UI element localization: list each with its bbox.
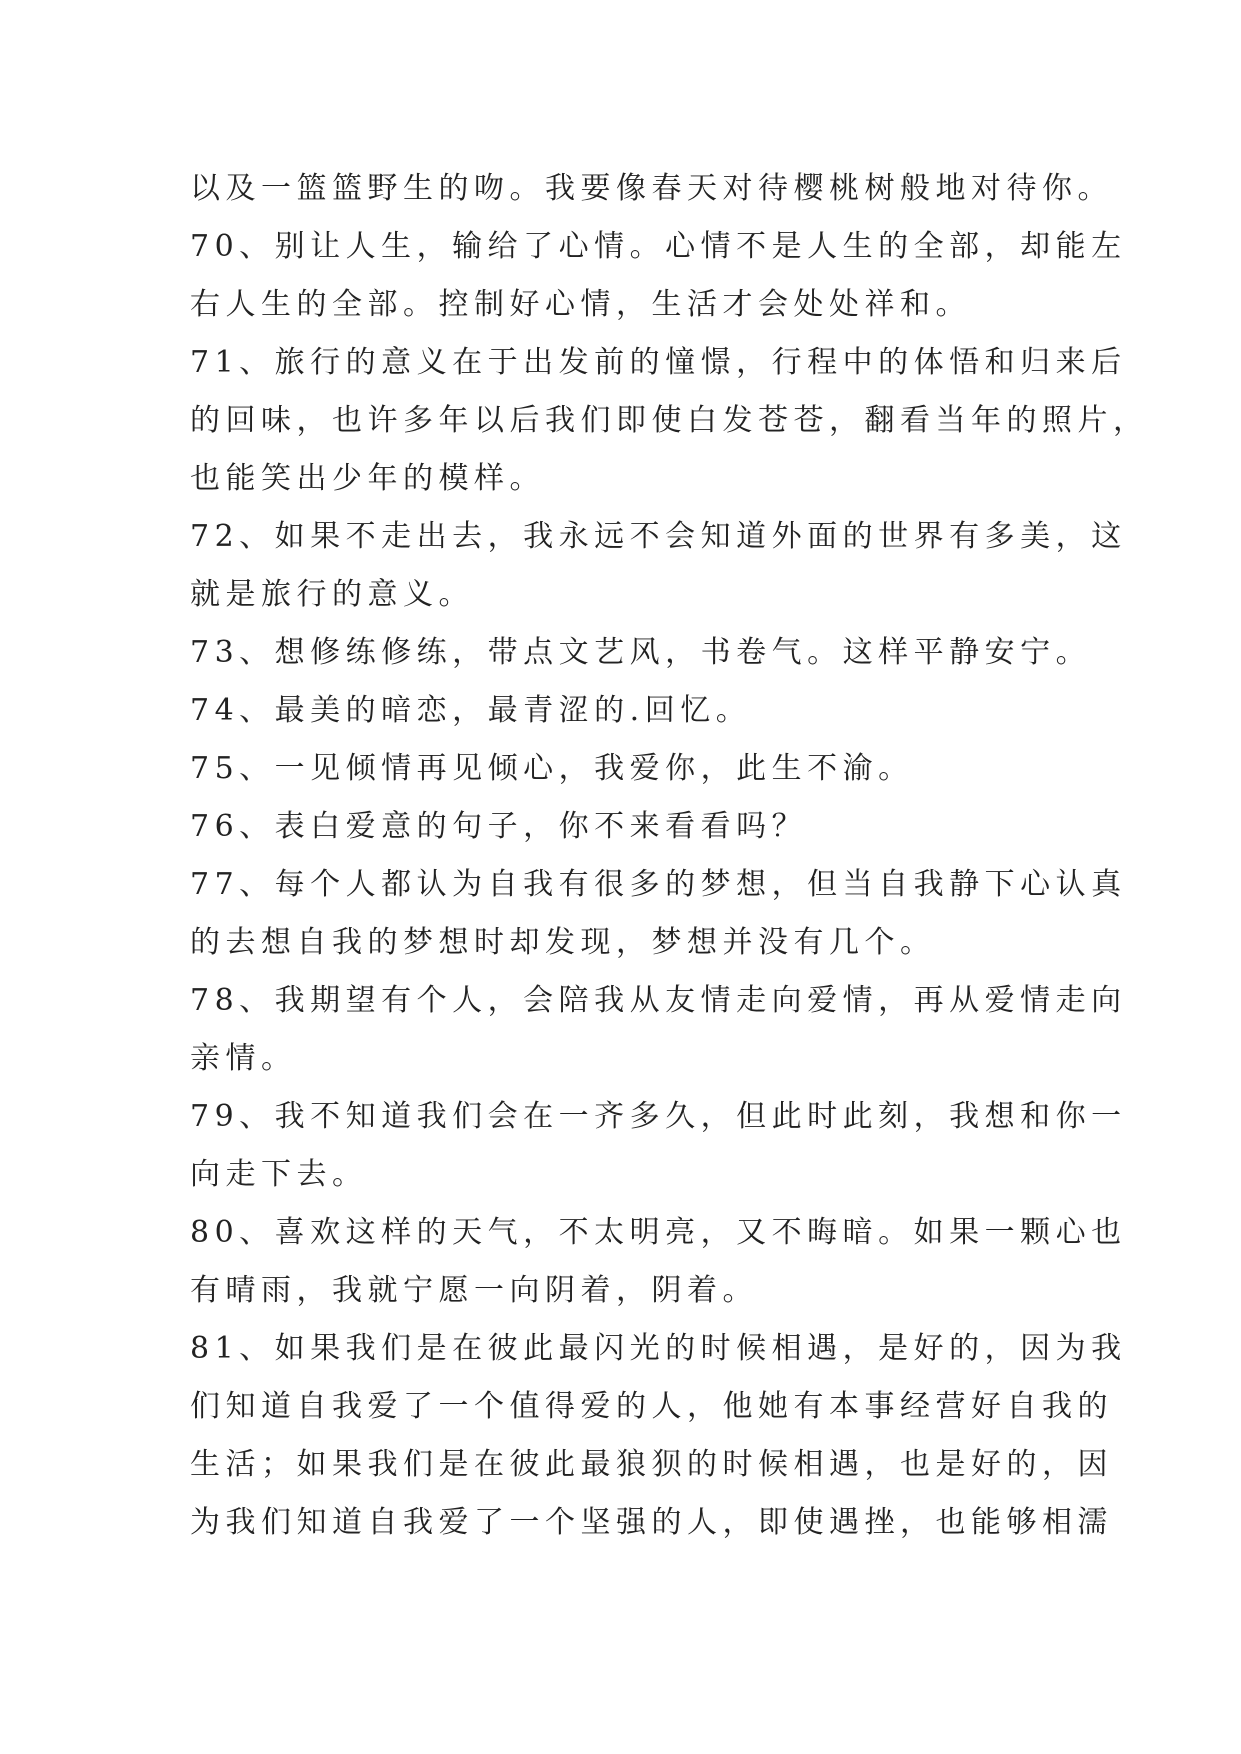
text-line: 有晴雨，我就宁愿一向阴着，阴着。 bbox=[190, 1273, 758, 1308]
text-line: 81、如果我们是在彼此最闪光的时候相遇，是好的，因为我 bbox=[190, 1331, 1127, 1366]
text-line: 也能笑出少年的模样。 bbox=[190, 461, 545, 496]
text-line: 的回味，也许多年以后我们即使白发苍苍，翻看当年的照片， bbox=[190, 403, 1149, 438]
text-line: 的去想自我的梦想时却发现，梦想并没有几个。 bbox=[190, 925, 936, 960]
text-line: 79、我不知道我们会在一齐多久，但此时此刻，我想和你一 bbox=[190, 1099, 1127, 1134]
text-line: 77、每个人都认为自我有很多的梦想，但当自我静下心认真 bbox=[190, 867, 1127, 902]
text-line: 以及一篮篮野生的吻。我要像春天对待樱桃树般地对待你。 bbox=[190, 171, 1113, 206]
text-line: 73、想修练修练，带点文艺风，书卷气。这样平静安宁。 bbox=[190, 635, 1092, 670]
text-line: 70、别让人生，输给了心情。心情不是人生的全部，却能左 bbox=[190, 229, 1127, 264]
text-line: 74、最美的暗恋，最青涩的.回忆。 bbox=[190, 693, 752, 728]
text-line: 为我们知道自我爱了一个坚强的人，即使遇挫，也能够相濡 bbox=[190, 1505, 1113, 1540]
text-line: 71、旅行的意义在于出发前的憧憬，行程中的体悟和归来后 bbox=[190, 345, 1127, 380]
text-line: 75、一见倾情再见倾心，我爱你，此生不渝。 bbox=[190, 751, 914, 786]
text-line: 72、如果不走出去，我永远不会知道外面的世界有多美，这 bbox=[190, 519, 1127, 554]
text-line: 亲情。 bbox=[190, 1041, 297, 1076]
text-line: 76、表白爱意的句子，你不来看看吗？ bbox=[190, 809, 808, 844]
text-line: 向走下去。 bbox=[190, 1157, 368, 1192]
text-line: 生活；如果我们是在彼此最狼狈的时候相遇，也是好的，因 bbox=[190, 1447, 1113, 1482]
text-line: 们知道自我爱了一个值得爱的人，他她有本事经营好自我的 bbox=[190, 1389, 1113, 1424]
body-text bbox=[190, 160, 1149, 1552]
text-line: 78、我期望有个人，会陪我从友情走向爱情，再从爱情走向 bbox=[190, 983, 1127, 1018]
text-line: 80、喜欢这样的天气，不太明亮，又不晦暗。如果一颗心也 bbox=[190, 1215, 1127, 1250]
text-line: 右人生的全部。控制好心情，生活才会处处祥和。 bbox=[190, 287, 971, 322]
text-line: 就是旅行的意义。 bbox=[190, 577, 474, 612]
